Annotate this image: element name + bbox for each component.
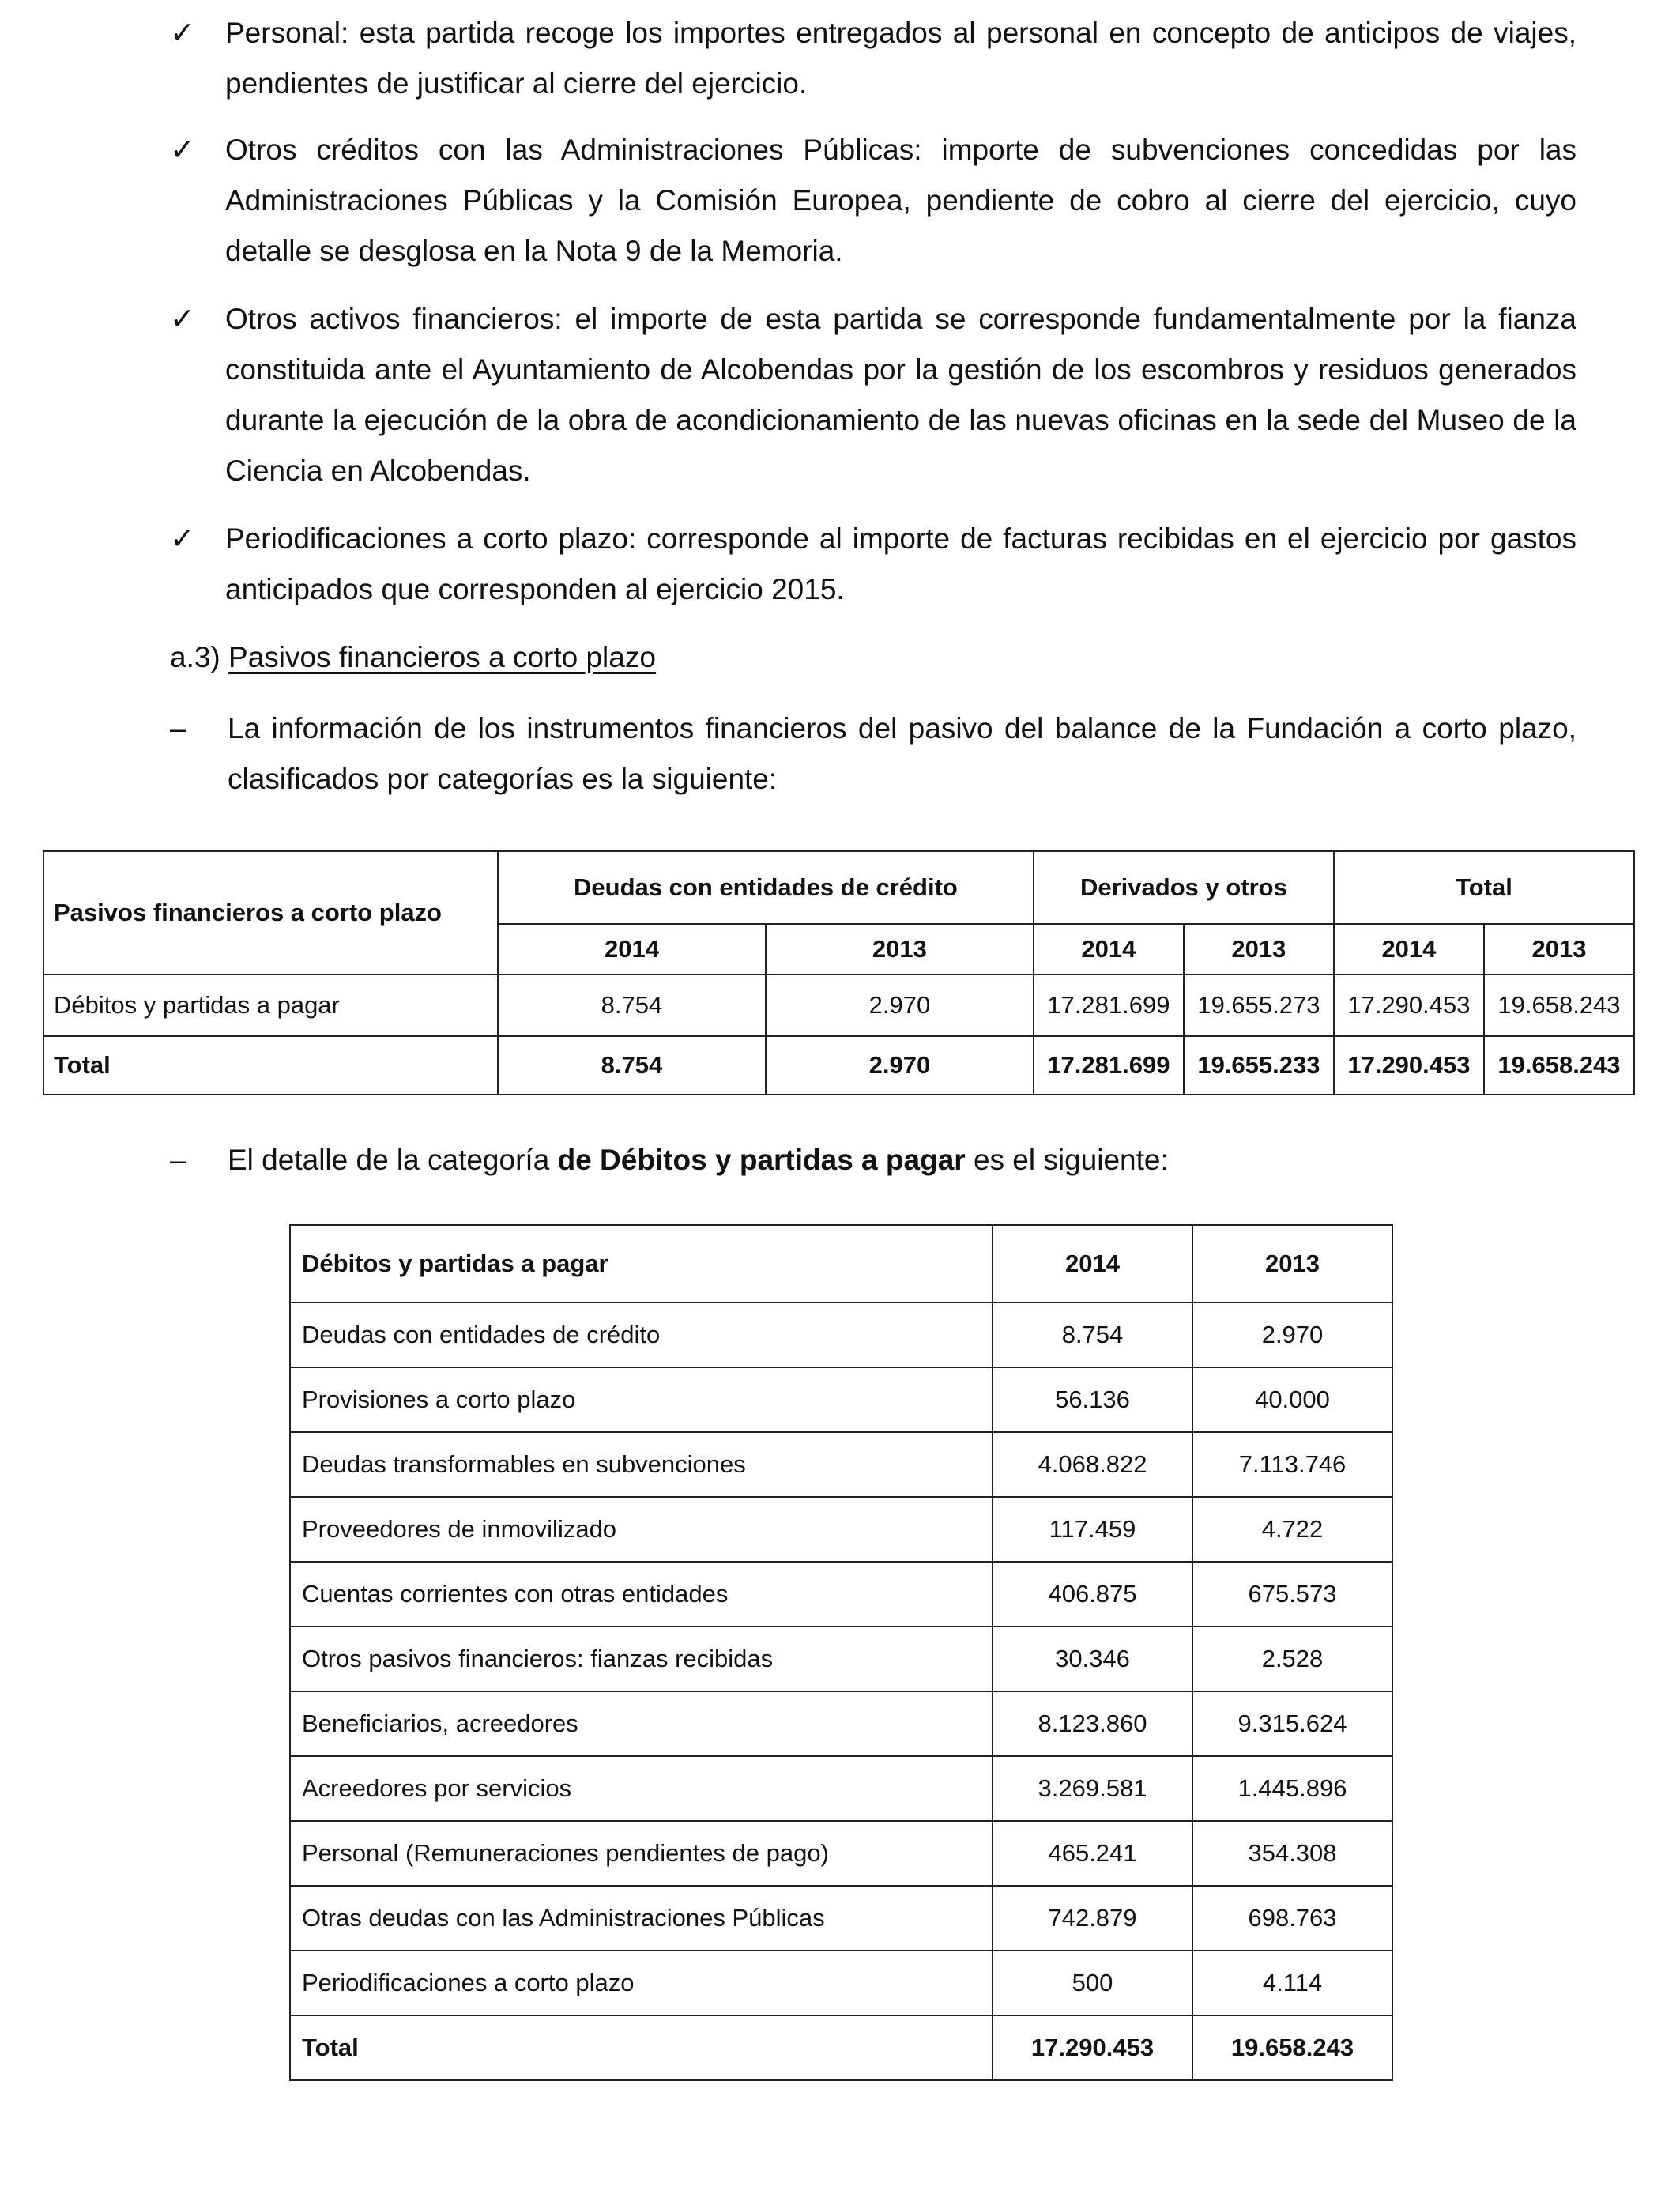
table-cell: 500 (993, 1951, 1192, 2015)
table-row (290, 1756, 1392, 1821)
row-label: Deudas con entidades de crédito (290, 1302, 993, 1367)
check-icon: ✓ (170, 303, 195, 336)
bullet-text: Personal: esta partida recoge los importes entregados al personal en concepto de anticipos de viajes, pendientes de justificar al cierre del ejercicio. (225, 17, 1576, 100)
table-cell: 17.290.453 (993, 2015, 1192, 2080)
bullet-item (170, 8, 1576, 109)
bullet-item (170, 514, 1576, 615)
column-header: Débitos y partidas a pagar (290, 1225, 993, 1302)
table-cell: 7.113.746 (1192, 1432, 1392, 1497)
table-cell: 1.445.896 (1192, 1756, 1392, 1821)
dash-mark: – (170, 1144, 186, 1176)
dash-item (170, 703, 1576, 805)
text-run: es el siguiente: (965, 1144, 1169, 1176)
table-cell: 406.875 (993, 1562, 1192, 1627)
table-cell: 17.281.699 (1034, 1036, 1184, 1095)
table-cell: 117.459 (993, 1497, 1192, 1562)
table-row (290, 1821, 1392, 1886)
year-header: 2013 (766, 924, 1034, 974)
table-cell: 742.879 (993, 1886, 1192, 1951)
table-cell: 4.068.822 (993, 1432, 1192, 1497)
group-header: Total (1334, 851, 1634, 924)
year-header: 2014 (498, 924, 766, 974)
table-row (290, 1886, 1392, 1951)
table-cell: 17.290.453 (1334, 1036, 1484, 1095)
table-cell: 4.722 (1192, 1497, 1392, 1562)
table-cell: 354.308 (1192, 1821, 1392, 1886)
table-cell: 19.655.233 (1184, 1036, 1334, 1095)
table-row (290, 1432, 1392, 1497)
table-header-row (290, 1225, 1392, 1302)
column-header: 2014 (993, 1225, 1192, 1302)
section-number: a.3) (170, 641, 220, 673)
check-icon: ✓ (170, 522, 195, 556)
row-label: Otros pasivos financieros: fianzas recibidas (290, 1627, 993, 1691)
table-cell: 465.241 (993, 1821, 1192, 1886)
row-label: Otras deudas con las Administraciones Públicas (290, 1886, 993, 1951)
table-cell: 8.754 (498, 1036, 766, 1095)
row-label: Total (43, 1036, 498, 1095)
row-label: Periodificaciones a corto plazo (290, 1951, 993, 2015)
table-cell: 19.658.243 (1484, 974, 1634, 1036)
table-row (290, 1691, 1392, 1756)
table-cell: 4.114 (1192, 1951, 1392, 2015)
table-cell: 19.658.243 (1484, 1036, 1634, 1095)
group-header: Deudas con entidades de crédito (498, 851, 1034, 924)
bullet-item (170, 294, 1576, 496)
table-cell: 19.658.243 (1192, 2015, 1392, 2080)
table-row (290, 1302, 1392, 1367)
table-cell: 675.573 (1192, 1562, 1392, 1627)
section-heading (170, 632, 656, 683)
table-corner-header: Pasivos financieros a corto plazo (43, 851, 498, 974)
row-label: Personal (Remuneraciones pendientes de pago) (290, 1821, 993, 1886)
table-cell: 2.970 (1192, 1302, 1392, 1367)
table-cell: 3.269.581 (993, 1756, 1192, 1821)
table-row (290, 1367, 1392, 1432)
dash-mark: – (170, 712, 186, 745)
table-cell: 8.123.860 (993, 1691, 1192, 1756)
table-cell: 2.528 (1192, 1627, 1392, 1691)
column-header: 2013 (1192, 1225, 1392, 1302)
table-cell: 17.290.453 (1334, 974, 1484, 1036)
bullet-text: Otros activos financieros: el importe de esta partida se corresponde fundamentalmente por la fianza constituida ante el Ayuntamiento de Alcobendas por la gestión de los escombros y residuos generados durante la ejecución de la obra de acondicionamiento de las nuevas oficinas en la sede del Museo de la Ciencia en Alcobendas. (225, 303, 1576, 487)
row-label: Acreedores por servicios (290, 1756, 993, 1821)
dash-text (228, 1135, 1576, 1186)
table-cell: 19.655.273 (1184, 974, 1334, 1036)
table-cell: 8.754 (498, 974, 766, 1036)
row-label: Proveedores de inmovilizado (290, 1497, 993, 1562)
year-header: 2013 (1484, 924, 1634, 974)
table-cell: 9.315.624 (1192, 1691, 1392, 1756)
text-run-bold: de Débitos y partidas a pagar (557, 1144, 966, 1176)
table-cell: 30.346 (993, 1627, 1192, 1691)
table-cell: 17.281.699 (1034, 974, 1184, 1036)
section-title: Pasivos financieros a corto plazo (228, 641, 656, 673)
table-row (43, 974, 1634, 1036)
table-cell: 8.754 (993, 1302, 1192, 1367)
row-label: Deudas transformables en subvenciones (290, 1432, 993, 1497)
year-header: 2014 (1334, 924, 1484, 974)
table-total-row (290, 2015, 1392, 2080)
row-label: Cuentas corrientes con otras entidades (290, 1562, 993, 1627)
table-row (290, 1497, 1392, 1562)
group-header: Derivados y otros (1034, 851, 1334, 924)
table-row (290, 1562, 1392, 1627)
table-cell: 2.970 (766, 1036, 1034, 1095)
table-row (290, 1627, 1392, 1691)
summary-table (43, 850, 1635, 1095)
bullet-item (170, 125, 1576, 277)
bullet-text: Otros créditos con las Administraciones Públicas: importe de subvenciones concedidas por las Administraciones Públicas y la Comisión Europea, pendiente de cobro al cierre del ejercicio, cuyo detalle se desglosa en la Nota 9 de la Memoria. (225, 134, 1576, 267)
detail-table (289, 1224, 1393, 2081)
table-cell: 56.136 (993, 1367, 1192, 1432)
dash-item (170, 1135, 1576, 1186)
table-cell: 2.970 (766, 974, 1034, 1036)
row-label: Provisiones a corto plazo (290, 1367, 993, 1432)
row-label: Débitos y partidas a pagar (43, 974, 498, 1036)
row-label: Beneficiarios, acreedores (290, 1691, 993, 1756)
row-label: Total (290, 2015, 993, 2080)
bullet-text: Periodificaciones a corto plazo: corresponde al importe de facturas recibidas en el ejercicio por gastos anticipados que corresponden al ejercicio 2015. (225, 522, 1576, 605)
year-header: 2014 (1034, 924, 1184, 974)
year-header: 2013 (1184, 924, 1334, 974)
table-cell: 40.000 (1192, 1367, 1392, 1432)
text-run: El detalle de la categoría (228, 1144, 558, 1176)
table-cell: 698.763 (1192, 1886, 1392, 1951)
table-total-row (43, 1036, 1634, 1095)
check-icon: ✓ (170, 134, 195, 167)
check-icon: ✓ (170, 17, 195, 50)
table-row (290, 1951, 1392, 2015)
dash-text: La información de los instrumentos financieros del pasivo del balance de la Fundación a corto plazo, clasificados por categorías es la siguiente: (228, 712, 1576, 795)
